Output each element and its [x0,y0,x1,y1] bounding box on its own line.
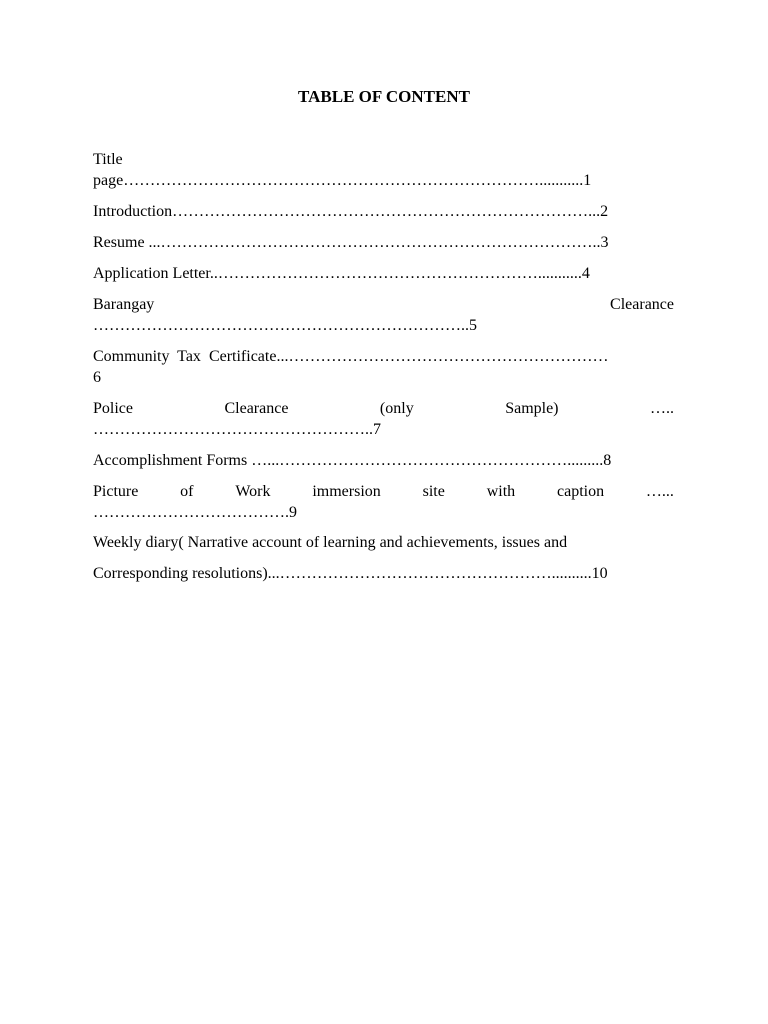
page-title: TABLE OF CONTENT [298,87,470,106]
toc-line: Application Letter..……………………………………………………...........4 [93,265,590,282]
toc-line-justified [93,346,674,367]
toc-word: Certificate...…………………………………………………… [208,348,609,365]
toc-word: Tax [177,348,201,365]
toc-word: (only [379,400,414,417]
toc-word: Sample) [505,400,559,417]
toc-line: Corresponding resolutions)...……………………………………………..........10 [93,565,608,582]
toc-word: Clearance [224,400,289,417]
toc-word: Work [235,483,271,500]
toc-word: caption [556,483,605,500]
toc-line-justified [93,294,674,315]
toc-word: ….. [650,400,674,417]
toc-line: Weekly diary( Narrative account of learning and achievements, issues and [93,534,568,551]
toc-line: 6 [93,369,101,386]
toc-line: page……………………………………………………………………...........1 [93,172,592,189]
toc-word: Community [93,348,170,365]
toc-word: with [486,483,516,500]
toc-word: site [422,483,445,500]
toc-line: ……………………………….9 [93,504,297,521]
toc-word: of [180,483,194,500]
toc-word: Picture [93,483,139,500]
toc-line: Resume ...………………………………………………………………………..3 [93,234,609,251]
toc-word: immersion [312,483,381,500]
toc-word: Barangay [93,296,155,313]
toc-word: Clearance [610,296,674,313]
toc-line-justified [93,398,674,419]
toc-line-justified [93,481,674,502]
toc-line: ……………………………………………..7 [93,421,381,438]
toc-line: Introduction……………………………………………………………………...2 [93,203,609,220]
toc-line: Accomplishment Forms …...……………………………………………….........8 [93,452,612,469]
toc-word: Police [93,400,133,417]
toc-line: ……………………………………………………………..5 [93,317,477,334]
toc-word: …... [645,483,674,500]
toc-line: Title [93,151,123,168]
